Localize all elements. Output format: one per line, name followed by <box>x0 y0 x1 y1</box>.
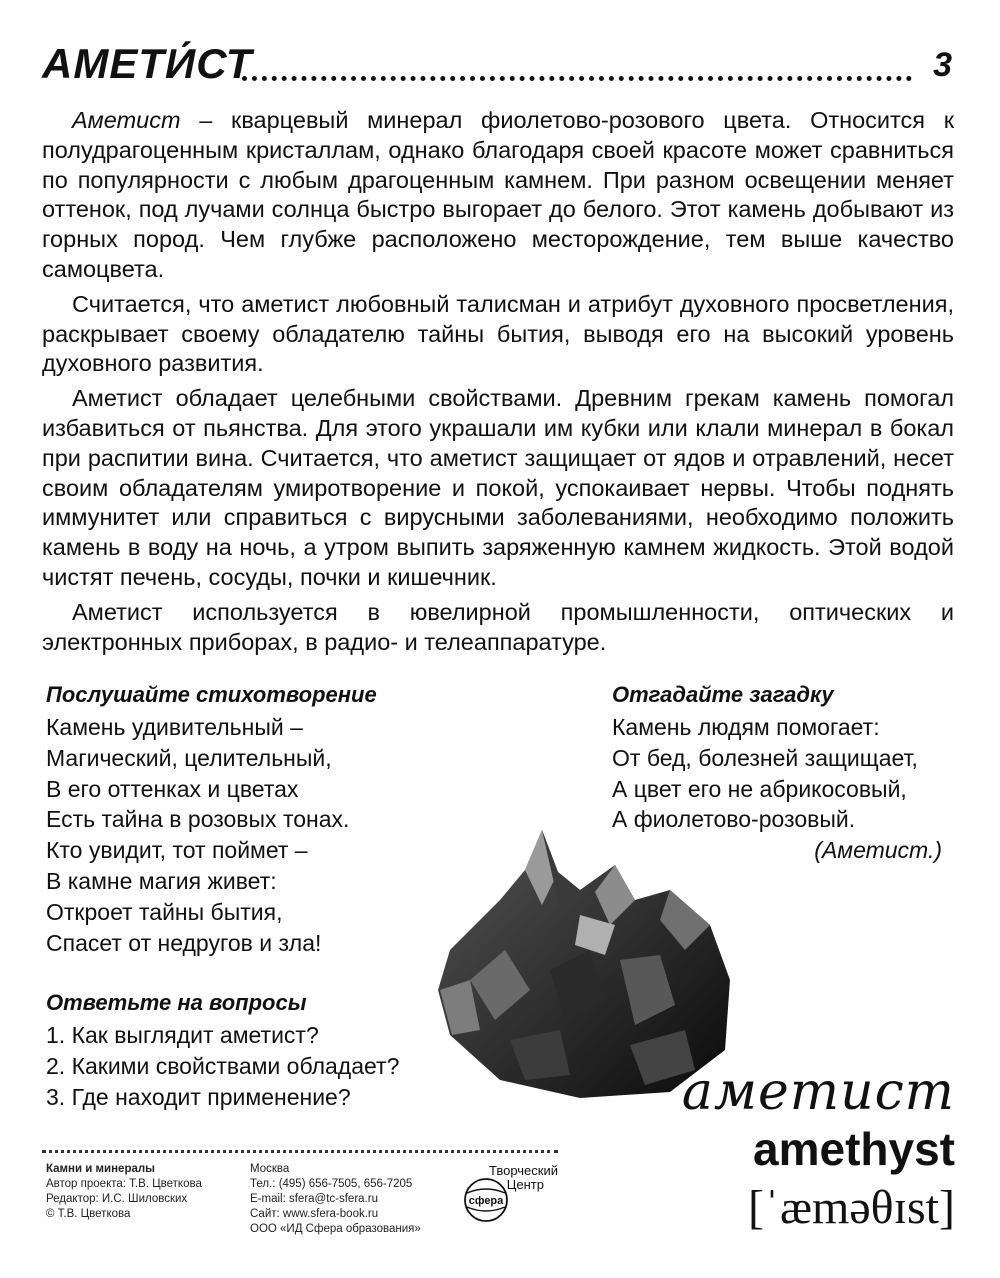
english-word: amethyst <box>753 1123 955 1175</box>
footer-line: ООО «ИД Сфера образования» <box>250 1223 421 1235</box>
page-header <box>42 40 954 96</box>
transcription: [ˈæməθɪst] <box>748 1181 955 1234</box>
footer-divider <box>42 1150 558 1153</box>
paragraph-text: Считается, что аметист любовный талисман и атрибут духовного просветления, раскрывает своему обладателю тайны бытия, выводя его на высокий уровень духовного развития. <box>42 290 954 377</box>
riddle-heading: Отгадайте загадку <box>612 682 834 707</box>
footer-credits <box>46 1162 202 1222</box>
question-item: 2. Какими свойствами обладает? <box>46 1052 400 1079</box>
questions-list <box>46 1020 399 1112</box>
sphere-logo-icon <box>458 1174 518 1224</box>
page-number: 3 <box>933 46 952 84</box>
riddle-line: А цвет его не абрикосовый, <box>612 775 907 802</box>
paragraph-2 <box>42 290 954 379</box>
question-item: 3. Где находит применение? <box>46 1083 351 1110</box>
footer-line: Автор проекта: Т.В. Цветкова <box>46 1178 202 1190</box>
poem-line: Кто увидит, тот поймет – <box>46 837 308 864</box>
publisher-logo <box>458 1160 562 1224</box>
footer-line: Москва <box>250 1163 290 1175</box>
amethyst-crystal-image <box>430 830 750 1100</box>
poem-line: Спасет от недругов и зла! <box>46 929 322 956</box>
questions-heading: Ответьте на вопросы <box>46 990 307 1015</box>
paragraph-1 <box>42 106 954 285</box>
poem-line: В его оттенках и цветах <box>46 775 299 802</box>
riddle-line: Камень людям помогает: <box>612 714 880 740</box>
publisher-logo-text: сфера <box>468 1195 504 1207</box>
publisher-line: Центр <box>506 1177 544 1192</box>
riddle-line: От бед, болезней защищает, <box>612 744 918 771</box>
cursive-word: аметист <box>681 1062 955 1122</box>
paragraph-lead: Аметист <box>72 107 181 133</box>
paragraph-3 <box>42 384 954 593</box>
question-item: 1. Как выглядит аметист? <box>46 1022 319 1048</box>
poem-line: В камне магия живет: <box>46 867 277 894</box>
paragraph-text: – кварцевый минерал фиолетово-розового цвета. Относится к полудрагоценным кристаллам, однако благодаря своей красоте может сравниться по популярности с любым драгоценным камнем. При разном освещении меняет оттенок, под лучами солнца быстро выгорает до белого. Этот камень добывают из горных пород. Чем глубже расположено месторождение, тем выше качество самоцвета. <box>42 107 954 282</box>
poem-heading: Послушайте стихотворение <box>46 682 377 707</box>
footer-line: Тел.: (495) 656-7505, 656-7205 <box>250 1178 413 1190</box>
poem-line: Камень удивительный – <box>46 714 303 740</box>
poem-line: Откроет тайны бытия, <box>46 898 283 925</box>
poem-line: Магический, целительный, <box>46 744 332 771</box>
paragraph-4 <box>42 598 954 658</box>
riddle-answer: (Аметист.) <box>814 837 942 864</box>
poem-block <box>46 712 349 958</box>
footer-line: © Т.В. Цветкова <box>46 1208 131 1220</box>
paragraph-text: Аметист обладает целебными свойствами. Древним грекам камень помогал избавиться от пьянства. Для этого украшали им кубки или клали минерал в бокал при распитии вина. Считается, что аметист защищает от ядов и отравлений, несет своим обладателям умиротворение и покой, успокаивает нервы. Чтобы поднять иммунитет или справиться с вирусными заболеваниями, необходимо положить камень в воду на ночь, а утром выпить заряженную камнем жидкость. Этой водой чистят печень, сосуды, почки и кишечник. <box>42 385 954 590</box>
footer-line: Сайт: www.sfera-book.ru <box>250 1208 379 1220</box>
footer-line: Редактор: И.С. Шиловских <box>46 1193 188 1205</box>
title-dotted-leader <box>242 76 912 81</box>
series-title: Камни и минералы <box>46 1163 156 1175</box>
footer-line: E-mail: sfera@tc-sfera.ru <box>250 1193 378 1205</box>
poem-line: Есть тайна в розовых тонах. <box>46 806 350 833</box>
riddle-line: А фиолетово-розовый. <box>612 806 856 833</box>
publisher-line: Творческий <box>488 1163 558 1178</box>
footer-contacts <box>250 1162 421 1237</box>
page-title: АМЕТИ́СТ <box>42 40 253 87</box>
article-body <box>42 106 954 662</box>
paragraph-text: Аметист используется в ювелирной промышленности, оптических и электронных приборах, в радио- и телеаппаратуре. <box>42 598 954 655</box>
